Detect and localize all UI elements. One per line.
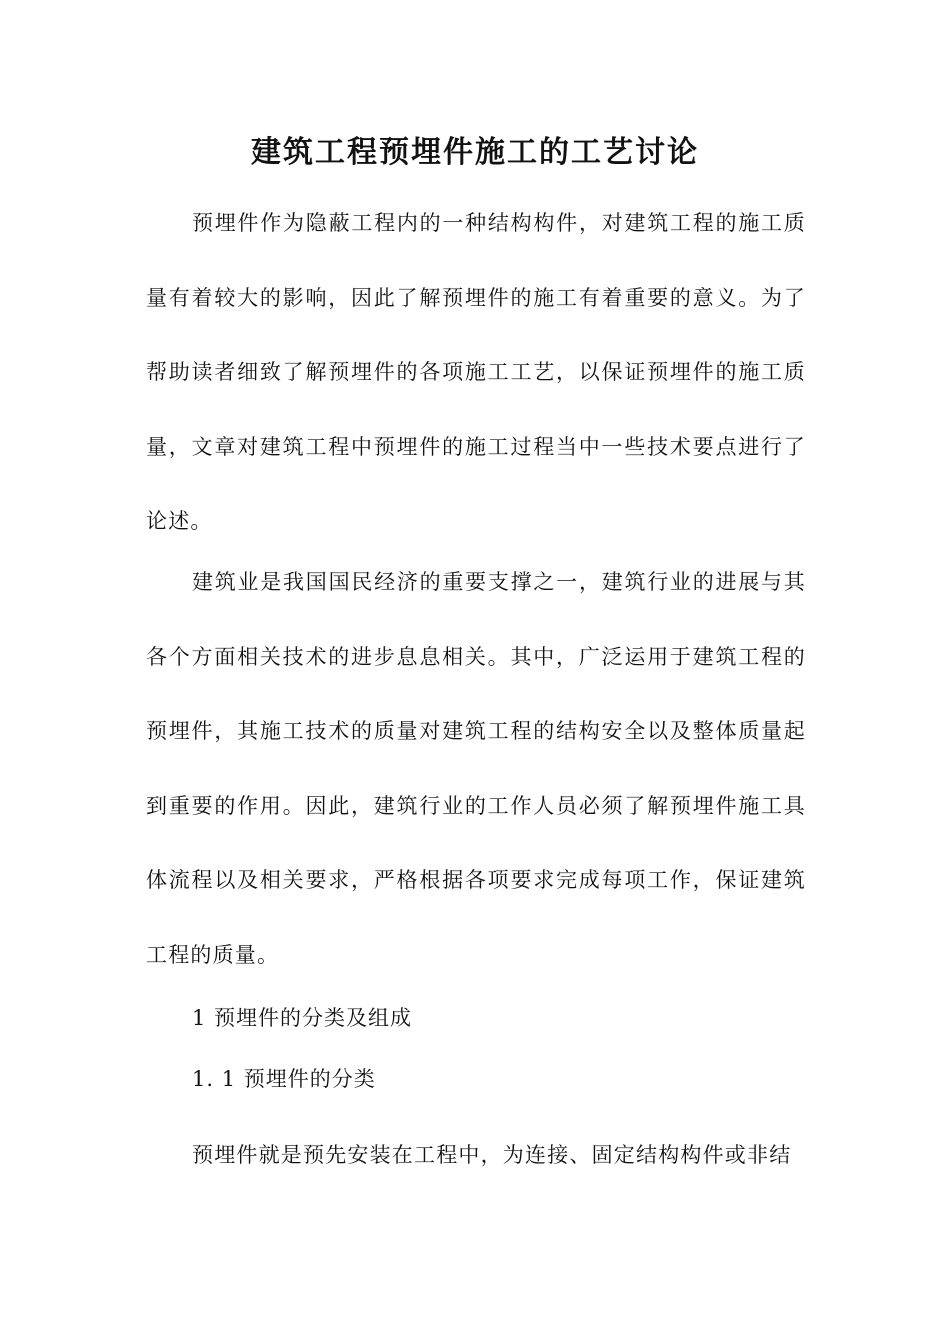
section-heading-1: 1 预埋件的分类及组成 bbox=[192, 1006, 413, 1030]
paragraph-section-1-1: 预埋件就是预先安装在工程中，为连接、固定结构构件或非结 bbox=[192, 1143, 792, 1167]
paragraph-intro: 预埋件作为隐蔽工程内的一种结构构件，对建筑工程的施工质量有着较大的影响，因此了解预埋件的施工有着重要的意义。为了帮助读者细致了解预埋件的各项施工工艺，以保证预埋件的施工质量，文章对建筑工程中预埋件的施工过程当中一些技术要点进行了论述。 bbox=[146, 211, 806, 533]
section-heading-1-1: 1. 1 预埋件的分类 bbox=[192, 1067, 376, 1091]
paragraph-background: 建筑业是我国国民经济的重要支撑之一，建筑行业的进展与其各个方面相关技术的进步息息相关。其中，广泛运用于建筑工程的预埋件，其施工技术的质量对建筑工程的结构安全以及整体质量起到重要的作用。因此，建筑行业的工作人员必须了解预埋件施工具体流程以及相关要求，严格根据各项要求完成每项工作，保证建筑工程的质量。 bbox=[146, 570, 806, 967]
document-title: 建筑工程预埋件施工的工艺讨论 bbox=[251, 135, 699, 170]
